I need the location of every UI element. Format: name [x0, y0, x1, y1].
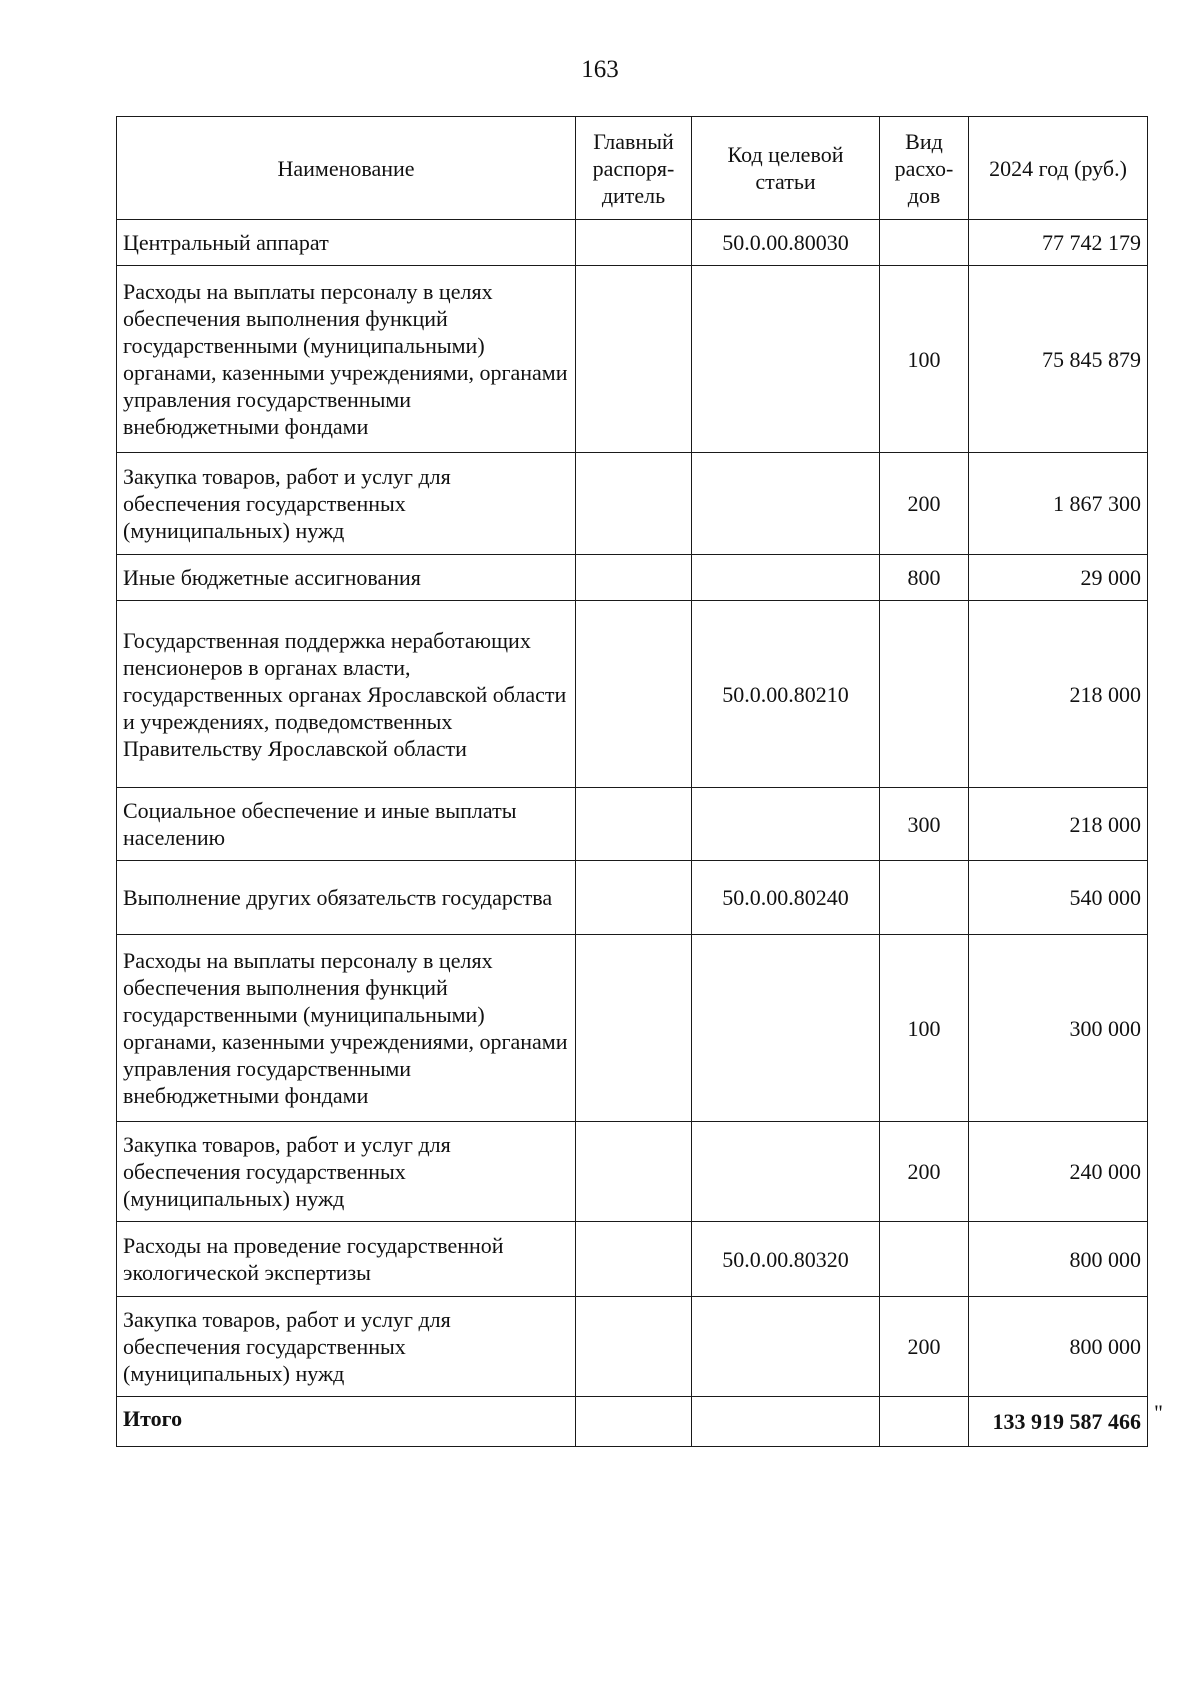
row-name: Центральный аппарат [117, 220, 576, 266]
page-number: 163 [581, 56, 619, 83]
row-name: Закупка товаров, работ и услуг для обеспечения государственных (муниципальных) нужд [117, 1297, 576, 1397]
row-name: Выполнение других обязательств государства [117, 861, 576, 935]
row-manager [576, 1222, 692, 1297]
row-expense-type: 200 [880, 453, 969, 555]
row-amount: 29 000 [969, 555, 1148, 601]
row-target-code [692, 788, 880, 861]
table-row [117, 1222, 1148, 1297]
row-target-code [692, 555, 880, 601]
table-row [117, 1122, 1148, 1222]
table-row [117, 555, 1148, 601]
row-amount: 800 000 [969, 1297, 1148, 1397]
row-expense-type: 100 [880, 266, 969, 453]
row-amount: 218 000 [969, 601, 1148, 788]
row-amount: 77 742 179 [969, 220, 1148, 266]
row-target-code: 50.0.00.80030 [692, 220, 880, 266]
row-amount: 218 000 [969, 788, 1148, 861]
row-target-code [692, 453, 880, 555]
header-main-manager: Главный распоря-дитель [576, 117, 692, 220]
row-amount: 240 000 [969, 1122, 1148, 1222]
row-name: Иные бюджетные ассигнования [117, 555, 576, 601]
row-manager [576, 220, 692, 266]
row-expense-type: 100 [880, 935, 969, 1122]
row-expense-type [880, 1222, 969, 1297]
row-manager [576, 601, 692, 788]
row-amount: 75 845 879 [969, 266, 1148, 453]
row-target-code: 50.0.00.80320 [692, 1222, 880, 1297]
row-expense-type [880, 220, 969, 266]
table-row [117, 220, 1148, 266]
total-target-code [692, 1397, 880, 1447]
row-target-code [692, 266, 880, 453]
row-expense-type: 800 [880, 555, 969, 601]
total-row [117, 1397, 1148, 1447]
row-name: Закупка товаров, работ и услуг для обеспечения государственных (муниципальных) нужд [117, 1122, 576, 1222]
row-name: Расходы на выплаты персоналу в целях обеспечения выполнения функций государственными (муниципальными) органами, казенными учреждениями, органами управления государственными внебюджетными фондами [117, 935, 576, 1122]
row-expense-type: 200 [880, 1122, 969, 1222]
total-manager [576, 1397, 692, 1447]
row-target-code [692, 1122, 880, 1222]
total-amount: 133 919 587 466 [969, 1397, 1148, 1447]
total-expense-type [880, 1397, 969, 1447]
row-target-code [692, 1297, 880, 1397]
table-row [117, 1297, 1148, 1397]
row-manager [576, 266, 692, 453]
row-amount: 300 000 [969, 935, 1148, 1122]
row-target-code: 50.0.00.80210 [692, 601, 880, 788]
table-row [117, 266, 1148, 453]
row-name: Расходы на выплаты персоналу в целях обеспечения выполнения функций государственными (муниципальными) органами, казенными учреждениями, органами управления государственными внебюджетными фондами [117, 266, 576, 453]
header-expense-type: Вид расхо-дов [880, 117, 969, 220]
row-expense-type: 300 [880, 788, 969, 861]
row-manager [576, 788, 692, 861]
table-row [117, 453, 1148, 555]
closing-quote: " [1154, 1400, 1163, 1425]
row-target-code [692, 935, 880, 1122]
row-amount: 1 867 300 [969, 453, 1148, 555]
row-name: Социальное обеспечение и иные выплаты населению [117, 788, 576, 861]
row-target-code: 50.0.00.80240 [692, 861, 880, 935]
row-manager [576, 555, 692, 601]
row-manager [576, 1297, 692, 1397]
total-label: Итого [117, 1397, 576, 1447]
row-expense-type [880, 861, 969, 935]
row-manager [576, 1122, 692, 1222]
header-year-2024: 2024 год (руб.) [969, 117, 1148, 220]
table-row [117, 788, 1148, 861]
row-expense-type [880, 601, 969, 788]
row-manager [576, 935, 692, 1122]
row-manager [576, 861, 692, 935]
table-row [117, 861, 1148, 935]
row-name: Государственная поддержка неработающих пенсионеров в органах власти, государственных органах Ярославской области и учреждениях, подведомственных Правительству Ярославской области [117, 601, 576, 788]
header-target-code: Код целевой статьи [692, 117, 880, 220]
table-row [117, 601, 1148, 788]
row-manager [576, 453, 692, 555]
budget-table [116, 116, 1148, 1447]
row-name: Закупка товаров, работ и услуг для обеспечения государственных (муниципальных) нужд [117, 453, 576, 555]
header-name: Наименование [117, 117, 576, 220]
table-row [117, 935, 1148, 1122]
row-name: Расходы на проведение государственной экологической экспертизы [117, 1222, 576, 1297]
row-expense-type: 200 [880, 1297, 969, 1397]
table-header-row [117, 117, 1148, 220]
row-amount: 540 000 [969, 861, 1148, 935]
row-amount: 800 000 [969, 1222, 1148, 1297]
